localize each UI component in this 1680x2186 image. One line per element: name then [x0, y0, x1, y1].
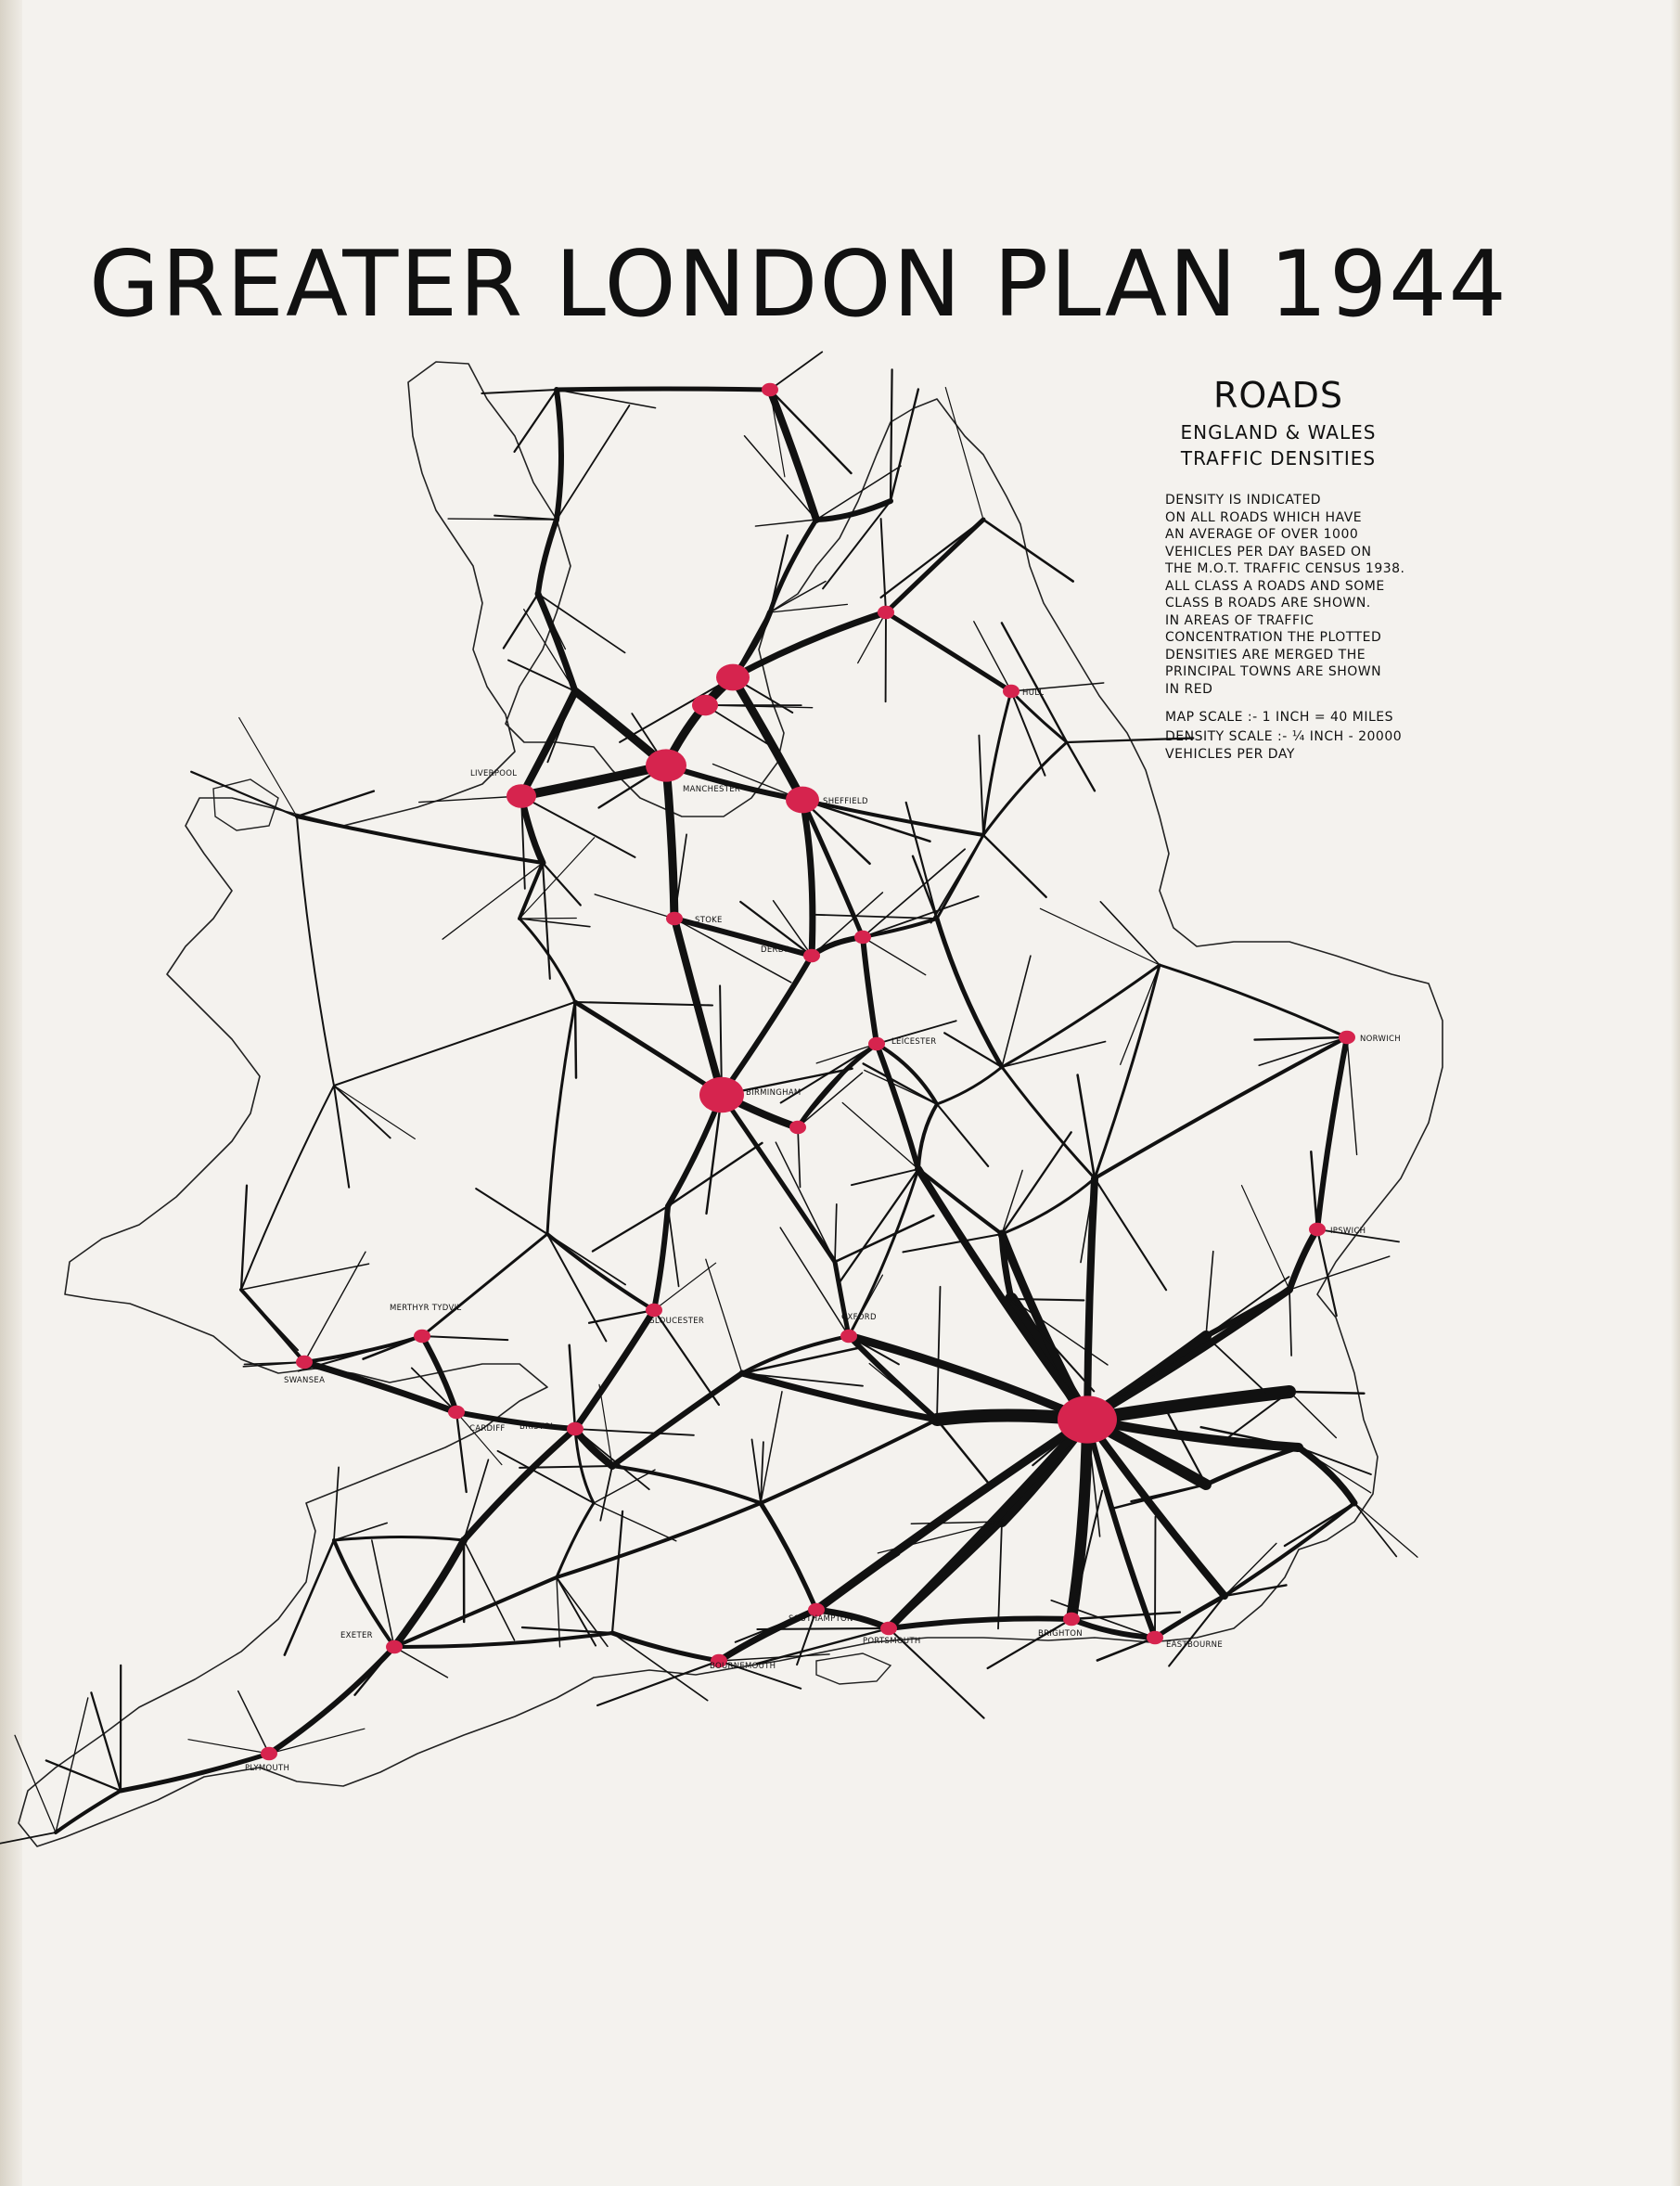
minor-road: [15, 1735, 56, 1832]
minor-road: [776, 1142, 835, 1262]
road-segment: [538, 520, 557, 594]
minor-road: [937, 1420, 992, 1487]
minor-road: [1289, 1256, 1390, 1290]
minor-road: [593, 1206, 668, 1252]
road-segment: [1011, 691, 1067, 742]
place-label-norwich: NORWICH: [1360, 1035, 1401, 1044]
town-marker: [414, 1330, 430, 1343]
minor-road: [594, 1503, 676, 1541]
minor-road: [519, 838, 595, 919]
place-label-stoke: STOKE: [695, 916, 723, 925]
minor-road: [1169, 1596, 1225, 1666]
minor-road: [816, 1554, 899, 1610]
minor-road: [835, 1215, 933, 1262]
minor-road: [1067, 742, 1095, 791]
place-label-southampton: SOUTHAMPTON: [789, 1614, 853, 1624]
road-segment: [937, 1067, 1002, 1104]
minor-road: [840, 1169, 918, 1281]
minor-road: [1354, 1503, 1396, 1557]
road-segment: [547, 1002, 575, 1234]
minor-road: [238, 1691, 269, 1754]
minor-road: [1206, 1336, 1265, 1392]
road-segment: [918, 1104, 937, 1169]
minor-road: [448, 519, 557, 520]
place-label-manchester: MANCHESTER: [683, 785, 741, 794]
place-label-hull: HULL: [1022, 688, 1045, 698]
minor-road: [1289, 1392, 1336, 1438]
minor-road: [998, 1522, 1002, 1628]
minor-road: [595, 894, 674, 919]
place-label-liverpool: LIVERPOOL: [470, 769, 518, 778]
town-marker: [646, 1304, 662, 1317]
road-segment: [557, 389, 770, 390]
road-segment: [863, 937, 877, 1044]
legend-density-scale: DENSITY SCALE :- ¼ INCH - 20000 VEHICLES PER DAY: [1165, 729, 1403, 762]
road-segment: [770, 520, 816, 612]
minor-road: [334, 1467, 339, 1540]
minor-road: [1289, 1290, 1291, 1356]
minor-road: [1155, 1517, 1156, 1638]
road-segment: [56, 1791, 121, 1832]
minor-road: [983, 835, 1046, 897]
road-segment: [918, 1169, 1002, 1234]
place-label-bournemouth: BOURNEMOUTH: [710, 1662, 776, 1671]
minor-road: [770, 352, 822, 390]
road-segment: [422, 1234, 547, 1336]
town-marker: [692, 695, 718, 715]
town-marker: [868, 1037, 885, 1050]
minor-road: [597, 1661, 719, 1705]
minor-road: [422, 1336, 507, 1340]
minor-road: [1100, 902, 1160, 965]
minor-road: [891, 369, 892, 501]
road-segment: [761, 1503, 816, 1610]
place-label-eastbourne: EASTBOURNE: [1166, 1640, 1224, 1650]
road-segment: [612, 1633, 719, 1661]
minor-road: [668, 1206, 679, 1286]
minor-road: [742, 1347, 862, 1373]
minor-road: [241, 1290, 298, 1350]
minor-road: [1311, 1151, 1317, 1229]
town-marker: [1309, 1223, 1326, 1236]
minor-road: [547, 1234, 625, 1285]
town-marker: [803, 949, 820, 962]
minor-road: [1002, 956, 1031, 1067]
minor-road: [612, 1633, 708, 1701]
minor-road: [1285, 1503, 1354, 1546]
road-segment: [394, 1633, 612, 1647]
road-segment: [1002, 1178, 1095, 1234]
road-segment: [1160, 965, 1347, 1037]
minor-road: [1289, 1392, 1364, 1394]
town-marker: [507, 784, 536, 808]
road-segment: [1002, 1067, 1095, 1178]
minor-road: [881, 519, 886, 612]
minor-road: [612, 1511, 622, 1633]
road-segment: [889, 1618, 1071, 1628]
minor-road: [1206, 1252, 1213, 1336]
place-label-ipswich: IPSWICH: [1330, 1227, 1366, 1236]
minor-road: [241, 1264, 369, 1290]
minor-road: [188, 1740, 269, 1754]
minor-road: [334, 1086, 391, 1138]
minor-road: [849, 1275, 882, 1336]
town-marker: [854, 931, 871, 944]
minor-road: [334, 1086, 349, 1188]
road-segment: [575, 1310, 654, 1429]
minor-road: [1347, 1037, 1357, 1154]
legend-note: DENSITY IS INDICATED ON ALL ROADS WHICH HAVE AN AVERAGE OF OVER 1000 VEHICLES PER DAY BASED ON THE M.O.T. TRAFFIC CENSUS 1938. ALL CLASS A ROADS AND SOME CLASS B ROADS ARE SHOWN. IN AREAS OF TRAFFIC CONCENTRATION THE PLOTTED DENSITIES ARE MERGED THE PRINCIPAL TOWNS ARE SHOWN IN RED: [1165, 493, 1405, 697]
minor-road: [299, 1336, 422, 1371]
minor-road: [1097, 1638, 1155, 1661]
road-segment: [886, 612, 1011, 691]
minor-road: [1242, 1186, 1290, 1290]
road-segment: [1206, 1290, 1289, 1336]
minor-road: [706, 1259, 742, 1373]
road-segment: [886, 520, 983, 612]
minor-road: [906, 803, 937, 919]
minor-road: [755, 520, 816, 526]
town-marker: [1003, 685, 1020, 698]
minor-road: [1317, 1229, 1337, 1316]
town-marker: [786, 787, 819, 814]
minor-road: [419, 796, 521, 803]
town-marker: [716, 664, 750, 691]
town-marker: [789, 1121, 806, 1134]
page-title: GREATER LONDON PLAN 1944: [89, 232, 1508, 338]
minor-road: [515, 390, 558, 452]
road-segment: [297, 817, 543, 863]
place-label-sheffield: SHEFFIELD: [823, 797, 868, 806]
minor-road: [575, 1002, 659, 1056]
minor-road: [881, 520, 983, 598]
town-marker: [646, 749, 686, 781]
minor-road: [297, 791, 374, 817]
minor-road: [937, 1104, 988, 1166]
minor-road: [904, 1234, 1003, 1252]
road-segment: [761, 1420, 937, 1503]
legend-heading: ROADS: [1212, 375, 1344, 416]
road-segment: [1299, 1447, 1354, 1503]
minor-road: [547, 691, 575, 762]
road-segment: [612, 1373, 742, 1466]
road-segment: [304, 1362, 456, 1412]
minor-road: [1011, 1299, 1084, 1300]
minor-road: [1002, 1042, 1106, 1067]
town-marker: [666, 912, 683, 925]
minor-road: [519, 919, 590, 927]
road-segment: [521, 765, 666, 796]
minor-road: [394, 1647, 447, 1678]
road-segment: [1155, 1596, 1225, 1638]
place-label-oxford: OXFORD: [841, 1313, 877, 1322]
minor-road: [91, 1692, 121, 1791]
legend-subtitle-topic: TRAFFIC DENSITIES: [1180, 447, 1377, 469]
road-segment: [722, 956, 812, 1095]
minor-road: [913, 856, 937, 919]
place-label-exeter: EXETER: [340, 1631, 373, 1640]
town-marker: [296, 1356, 313, 1369]
place-label-leicester: LEICESTER: [891, 1037, 937, 1047]
place-label-bristol: BRISTOL: [519, 1422, 556, 1432]
town-marker: [878, 606, 894, 619]
minor-road: [757, 1628, 889, 1664]
minor-road: [979, 736, 983, 835]
minor-road: [931, 835, 983, 923]
place-label-birmingham: BIRMINGHAM: [746, 1088, 802, 1098]
place-label-plymouth: PLYMOUTH: [245, 1764, 290, 1773]
road-segment: [1289, 1229, 1317, 1290]
place-label-gloucester: GLOUCESTER: [648, 1317, 705, 1326]
town-marker: [880, 1622, 897, 1635]
minor-road: [752, 1439, 762, 1503]
road-segment: [297, 817, 334, 1086]
town-marker: [448, 1406, 465, 1419]
road-segment: [889, 1522, 1002, 1628]
minor-road: [557, 1577, 596, 1646]
town-marker: [762, 383, 778, 396]
place-label-brighton: BRIGHTON: [1038, 1629, 1083, 1639]
town-marker: [1339, 1031, 1355, 1044]
minor-road: [504, 594, 538, 649]
minor-road: [1040, 908, 1160, 965]
road-segment: [612, 1466, 761, 1503]
minor-road: [575, 1429, 649, 1489]
place-label-portsmouth: PORTSMOUTH: [863, 1637, 921, 1646]
minor-road: [1002, 623, 1067, 742]
minor-road: [538, 594, 565, 649]
minor-road: [757, 1628, 889, 1629]
minor-road: [547, 1234, 606, 1341]
road-segment: [1317, 1037, 1347, 1229]
minor-road: [334, 1086, 415, 1138]
place-label-derby: DERBY: [761, 945, 789, 955]
minor-road: [1002, 1170, 1022, 1234]
road-segment: [816, 1420, 1087, 1610]
road-segment: [654, 1206, 668, 1310]
road-segment: [983, 691, 1011, 835]
minor-road: [798, 1058, 858, 1127]
minor-road: [891, 390, 918, 502]
minor-road: [46, 1760, 121, 1791]
minor-road: [1354, 1503, 1417, 1557]
minor-road: [1095, 1178, 1166, 1290]
minor-road: [575, 1429, 694, 1435]
place-label-merthyr-tydvil: MERTHYR TYDVIL: [390, 1304, 462, 1313]
minor-road: [945, 388, 983, 520]
road-segment: [334, 1002, 575, 1086]
town-marker: [1147, 1631, 1163, 1644]
town-marker: [1058, 1395, 1117, 1443]
town-marker: [840, 1330, 857, 1343]
minor-road: [481, 390, 557, 393]
road-segment: [812, 937, 863, 956]
minor-road: [456, 1412, 467, 1492]
road-segment: [937, 919, 1002, 1067]
road-segment: [770, 390, 816, 520]
minor-road: [864, 1063, 937, 1104]
town-marker: [261, 1747, 277, 1760]
minor-road: [543, 863, 581, 906]
legend-subtitle-region: ENGLAND & WALES: [1180, 421, 1377, 444]
town-marker: [567, 1422, 584, 1435]
minor-road: [1206, 1277, 1289, 1336]
minor-road: [798, 1073, 863, 1127]
minor-road: [285, 1540, 334, 1655]
place-label-swansea: SWANSEA: [284, 1376, 326, 1385]
minor-road: [522, 1627, 612, 1633]
road-segment: [334, 1537, 464, 1541]
minor-road: [575, 1002, 712, 1006]
minor-road: [241, 1186, 247, 1290]
road-segment: [241, 1086, 334, 1290]
minor-road: [1255, 1037, 1348, 1040]
road-segment: [1225, 1503, 1354, 1596]
minor-road: [570, 1345, 575, 1429]
town-marker: [386, 1640, 403, 1653]
minor-road: [191, 772, 297, 817]
minor-road: [988, 1619, 1071, 1668]
minor-road: [835, 1204, 837, 1262]
town-marker: [699, 1077, 744, 1112]
legend-map-scale: MAP SCALE :- 1 INCH = 40 MILES: [1165, 710, 1393, 725]
minor-road: [476, 1189, 547, 1234]
minor-road: [983, 520, 1073, 582]
isle-of-wight: [816, 1653, 891, 1684]
road-segment: [557, 390, 561, 520]
town-marker: [1063, 1613, 1080, 1626]
minor-road: [937, 1287, 941, 1420]
minor-road: [557, 405, 629, 520]
minor-road: [557, 1577, 560, 1647]
road-segment: [733, 677, 802, 800]
minor-road: [1011, 691, 1045, 776]
place-label-cardiff: CARDIFF: [469, 1424, 506, 1434]
minor-road: [575, 1002, 576, 1078]
minor-road: [464, 1540, 515, 1640]
minor-road: [557, 390, 656, 408]
minor-road: [355, 1647, 395, 1695]
road-segment: [1206, 1447, 1299, 1485]
minor-road: [863, 937, 926, 975]
minor-road: [304, 1252, 365, 1362]
minor-road: [798, 1127, 801, 1188]
